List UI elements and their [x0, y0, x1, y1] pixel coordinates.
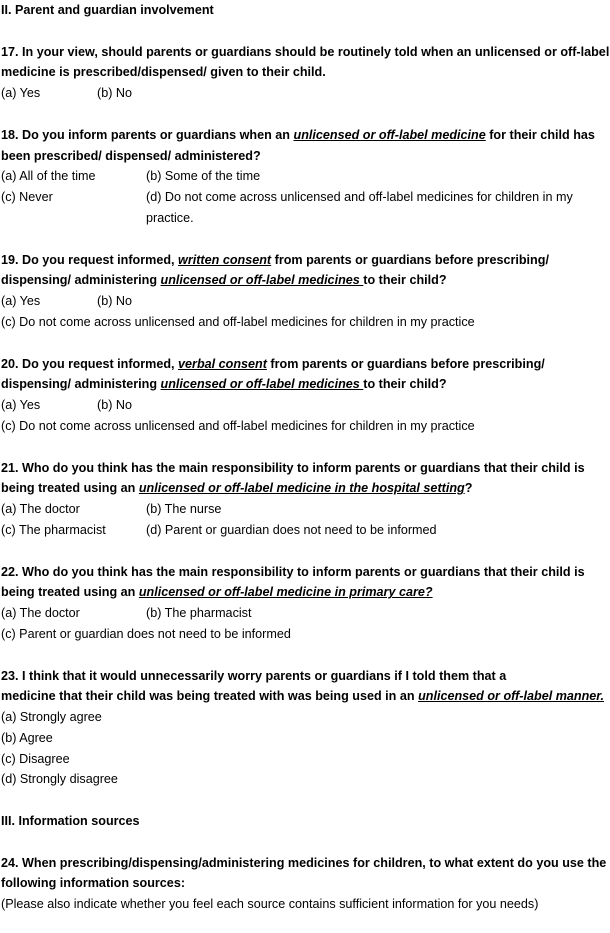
option-do-not-come-across[interactable]: (c) Do not come across unlicensed and off-label medicines for children in my practice: [1, 418, 475, 433]
option-no[interactable]: (b) No: [97, 86, 132, 101]
question-18-options-row-1: [1, 166, 610, 187]
question-20-title-middle: from parents or guardians before prescribing/ dispensing/ administering: [1, 356, 545, 392]
option-no[interactable]: (b) No: [97, 398, 132, 413]
question-20-title-text: 20. Do you request informed,: [1, 356, 179, 371]
option-the-doctor[interactable]: (a) The doctor: [1, 606, 80, 621]
question-21-title-end: ?: [464, 481, 473, 496]
question-21-title: [1, 458, 610, 500]
question-21-title-text: 21. Who do you think has the main responsibility to inform parents or guardians that their child is being treated using an: [1, 460, 585, 496]
option-some-of-the-time[interactable]: (b) Some of the time: [146, 169, 261, 184]
question-24: [1, 853, 610, 915]
question-18: [1, 125, 610, 229]
question-17-options: [1, 83, 610, 104]
question-19-title-end: to their child?: [363, 273, 447, 288]
option-never[interactable]: (c) Never: [1, 190, 53, 205]
question-19-title-emphasis-1: written consent: [178, 252, 272, 267]
question-22-options-row-1: [1, 603, 610, 624]
option-yes[interactable]: (a) Yes: [1, 398, 41, 413]
question-20-options-row-1: [1, 395, 610, 416]
question-18-title: [1, 125, 610, 167]
option-no-need-to-inform[interactable]: (c) Parent or guardian does not need to be informed: [1, 626, 291, 641]
option-the-pharmacist[interactable]: (b) The pharmacist: [146, 606, 252, 621]
question-19-options-row-1: [1, 291, 610, 312]
option-strongly-agree[interactable]: (a) Strongly agree: [1, 710, 102, 725]
option-strongly-disagree[interactable]: (d) Strongly disagree: [1, 772, 118, 787]
question-22-title: [1, 562, 610, 604]
question-20: [1, 354, 610, 437]
question-19-title-text: 19. Do you request informed,: [1, 252, 179, 267]
question-20-title-emphasis-1: verbal consent: [178, 356, 267, 371]
question-21-options-row-2: [1, 520, 610, 541]
question-24-note: (Please also indicate whether you feel each source contains sufficient information for you needs): [1, 897, 539, 912]
question-23-title-text: medicine that their child was being treated with was being used in an: [1, 689, 419, 704]
question-23-title-emphasis: unlicensed or off-label manner.: [418, 689, 604, 704]
question-20-title-end: to their child?: [363, 377, 447, 392]
option-no[interactable]: (b) No: [97, 294, 132, 309]
option-the-pharmacist[interactable]: (c) The pharmacist: [1, 522, 106, 537]
option-yes[interactable]: (a) Yes: [1, 294, 41, 309]
option-agree[interactable]: (b) Agree: [1, 730, 53, 745]
question-19-title: [1, 250, 610, 292]
option-all-of-the-time[interactable]: (a) All of the time: [1, 169, 96, 184]
question-17-title: 17. In your view, should parents or guardians should be routinely told when an unlicensed or off-label medicine is prescribed/dispensed/ given to their child.: [1, 44, 610, 80]
question-18-title-end: for their child has been prescribed/ dispensed/ administered?: [1, 127, 595, 163]
question-23-title-line-2: [1, 686, 610, 707]
question-21: [1, 458, 610, 541]
question-22-title-emphasis: unlicensed or off-label medicine in primary care?: [138, 585, 433, 600]
section-2-title: II. Parent and guardian involvement: [1, 3, 214, 17]
question-18-title-emphasis: unlicensed or off-label medicine: [293, 127, 486, 142]
question-23: [1, 666, 610, 791]
option-disagree[interactable]: (c) Disagree: [1, 751, 70, 766]
question-19-title-middle: from parents or guardians before prescribing/ dispensing/ administering: [1, 252, 549, 288]
question-20-title-emphasis-2: unlicensed or off-label medicines: [160, 377, 364, 392]
question-22: [1, 562, 610, 645]
option-no-need-to-inform[interactable]: (d) Parent or guardian does not need to be informed: [146, 522, 437, 537]
question-20-title: [1, 354, 610, 396]
question-19: [1, 250, 610, 333]
option-do-not-come-across[interactable]: (d) Do not come across unlicensed and off-label medicines for children in my practice.: [146, 190, 573, 225]
question-24-title: 24. When prescribing/dispensing/administering medicines for children, to what extent do you use the following information sources:: [1, 855, 607, 891]
question-22-title-text: 22. Who do you think has the main responsibility to inform parents or guardians that their child is being treated using an: [1, 564, 585, 600]
section-3-title: III. Information sources: [1, 814, 140, 829]
question-21-title-emphasis: unlicensed or off-label medicine in the hospital setting: [138, 481, 465, 496]
question-23-title-line-1: 23. I think that it would unnecessarily worry parents or guardians if I told them that a: [1, 668, 507, 683]
option-do-not-come-across[interactable]: (c) Do not come across unlicensed and off-label medicines for children in my practice: [1, 314, 475, 329]
question-17: [1, 42, 610, 104]
option-the-nurse[interactable]: (b) The nurse: [146, 502, 222, 517]
question-21-options-row-1: [1, 499, 610, 520]
option-the-doctor[interactable]: (a) The doctor: [1, 502, 80, 517]
option-yes[interactable]: (a) Yes: [1, 86, 41, 101]
question-23-title: [1, 666, 610, 708]
question-19-title-emphasis-2: unlicensed or off-label medicines: [160, 273, 364, 288]
question-18-options-row-2: [1, 187, 610, 229]
question-18-title-text: 18. Do you inform parents or guardians when an: [1, 127, 294, 142]
